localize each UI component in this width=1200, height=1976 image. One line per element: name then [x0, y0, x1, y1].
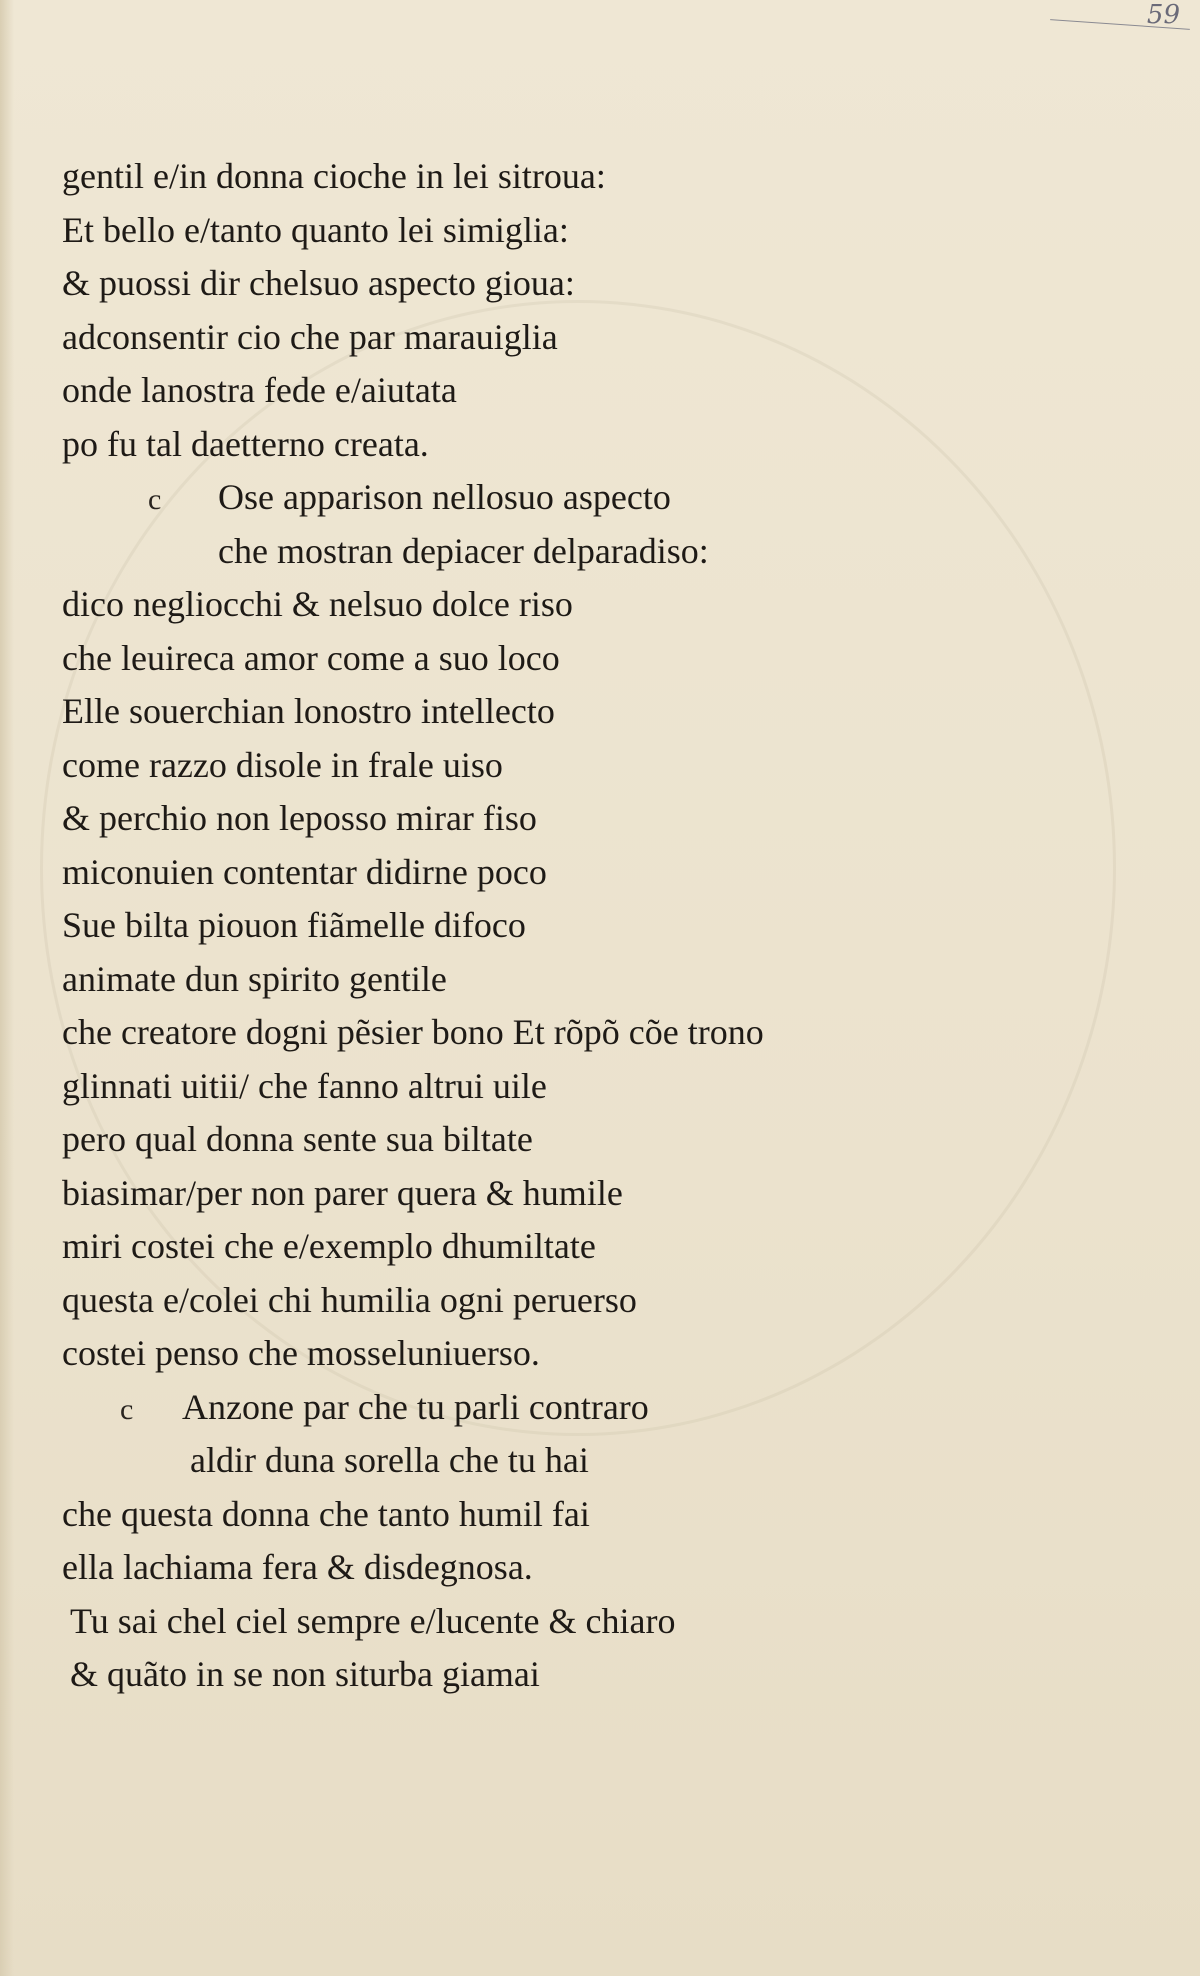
verse-line — [62, 1595, 962, 1649]
verse-line-text: costei penso che mosseluniuerso. — [62, 1333, 540, 1373]
verse-line-text: biasimar/per non parer quera & humile — [62, 1172, 623, 1213]
verse-line-text: animate dun spirito gentile — [62, 958, 447, 999]
verse-line-text: ella lachiama fera & disdegnosa. — [62, 1547, 533, 1587]
verse-line-text: adconsentir cio che par marauiglia — [62, 316, 558, 357]
stanza-opening-line — [62, 1381, 962, 1435]
verse-line-text: miconuien contentar didirne poco — [62, 851, 547, 892]
verse-line-text: & perchio non leposso mirar fiso — [62, 798, 537, 838]
verse-line-text: come razzo disole in frale uiso — [62, 744, 503, 785]
verse-line-text: questa e/colei chi humilia ogni peruerso — [62, 1279, 637, 1320]
verse-line — [62, 204, 962, 258]
verse-line — [62, 1327, 962, 1381]
verse-line-text: dico negliocchi & nelsuo dolce riso — [62, 584, 573, 624]
verse-line — [62, 364, 962, 418]
verse-line — [62, 846, 962, 900]
verse-line — [62, 150, 962, 204]
verse-line-text: pero qual donna sente sua biltate — [62, 1119, 533, 1159]
verse-line-text: Elle souerchian lonostro intellecto — [62, 691, 555, 731]
verse-line-text: Tu sai chel ciel sempre e/lucente & chiaro — [70, 1600, 676, 1641]
verse-line — [62, 1113, 962, 1167]
verse-line — [62, 739, 962, 793]
verse-line — [62, 1006, 962, 1060]
verse-line — [62, 1220, 962, 1274]
verse-line — [62, 1541, 962, 1595]
verse-line-text: aldir duna sorella che tu hai — [190, 1440, 589, 1480]
stanza-opening-line — [62, 471, 962, 525]
verse-line — [62, 953, 962, 1007]
verse-line — [62, 578, 962, 632]
verse-line-text: & quãto in se non siturba giamai — [70, 1654, 540, 1694]
verse-line-text: glinnati uitii/ che fanno altrui uile — [62, 1065, 547, 1106]
verse-line — [62, 525, 962, 579]
verse-line-text: gentil e/in donna cioche in lei sitroua: — [62, 156, 606, 196]
verse-line-text: che creatore dogni pẽsier bono Et rõpõ cõe trono — [62, 1012, 764, 1052]
verse-line — [62, 792, 962, 846]
capital-guide-letter: c — [148, 483, 162, 516]
verse-line — [62, 632, 962, 686]
verse-line — [62, 1274, 962, 1328]
verse-text-block — [62, 150, 962, 1702]
page-gutter-shadow — [0, 0, 14, 1976]
verse-line — [62, 1648, 962, 1702]
folio-number: 59 — [1146, 0, 1180, 30]
verse-line — [62, 1434, 962, 1488]
verse-line — [62, 311, 962, 365]
verse-line — [62, 1488, 962, 1542]
verse-line — [62, 899, 962, 953]
capital-guide-letter: c — [120, 1392, 134, 1426]
verse-line-text: Anzone par che tu parli contraro — [182, 1386, 649, 1427]
verse-line-text: Ose apparison nellosuo aspecto — [218, 477, 671, 517]
verse-line-text: & puossi dir chelsuo aspecto gioua: — [62, 263, 575, 303]
verse-line-text: che questa donna che tanto humil fai — [62, 1493, 590, 1534]
verse-line — [62, 685, 962, 739]
verse-line-text: miri costei che e/exemplo dhumiltate — [62, 1226, 596, 1266]
verse-line-text: po fu tal daetterno creata. — [62, 423, 429, 464]
verse-line — [62, 257, 962, 311]
verse-line-text: che mostran depiacer delparadiso: — [218, 530, 709, 571]
verse-line — [62, 1167, 962, 1221]
verse-line-text: onde lanostra fede e/aiutata — [62, 370, 457, 410]
verse-line-text: che leuireca amor come a suo loco — [62, 637, 560, 678]
verse-line-text: Sue bilta piouon fiãmelle difoco — [62, 905, 526, 945]
verse-line — [62, 418, 962, 472]
verse-line-text: Et bello e/tanto quanto lei simiglia: — [62, 209, 569, 250]
verse-line — [62, 1060, 962, 1114]
